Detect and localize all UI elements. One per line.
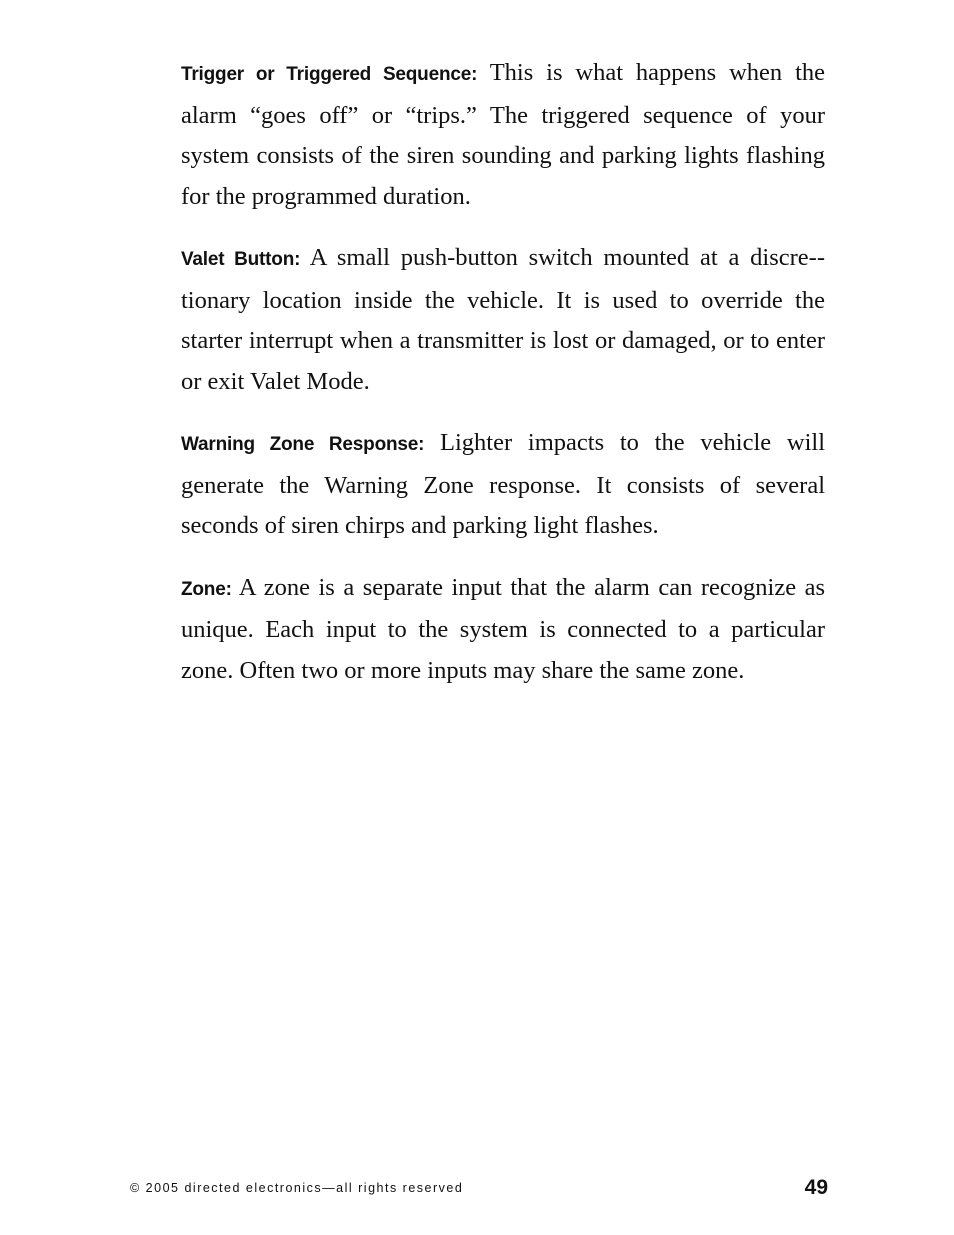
glossary-term: Warning Zone Response:: [181, 434, 425, 455]
glossary-term: Valet Button:: [181, 249, 301, 270]
glossary-entry-zone: [181, 568, 825, 692]
glossary-entry-warning-zone: [181, 423, 825, 547]
copyright-notice: © 2005 directed electronics—all rights reserved: [130, 1181, 464, 1195]
glossary-definition: Lighter impacts to the vehicle will generate the Warning Zone response. It consists of several seconds of siren chirps and parking light flashes.: [181, 429, 825, 539]
glossary-term: Zone:: [181, 578, 232, 600]
page-footer: [130, 1176, 828, 1206]
glossary-definition: A small push-button switch mounted at a discre-tionary location inside the vehicle. It is used to override the starter interrupt when a transmitter is lost or damaged, or to enter or exit Valet Mode.: [181, 244, 825, 395]
glossary-entry-valet-button: [181, 238, 825, 402]
glossary-term: Trigger or Triggered Sequence:: [181, 64, 478, 85]
glossary-section: [181, 53, 825, 712]
page-number: 49: [804, 1176, 828, 1199]
glossary-definition: A zone is a separate input that the alarm can recognize as unique. Each input to the system is connected to a particular zone. Often two or more inputs may share the same zone.: [181, 573, 825, 684]
glossary-entry-trigger: [181, 53, 825, 217]
glossary-definition: This is what happens when the alarm “goes off” or “trips.” The triggered sequence of your system consists of the siren sounding and parking lights flashing for the programmed duration.: [181, 59, 826, 210]
